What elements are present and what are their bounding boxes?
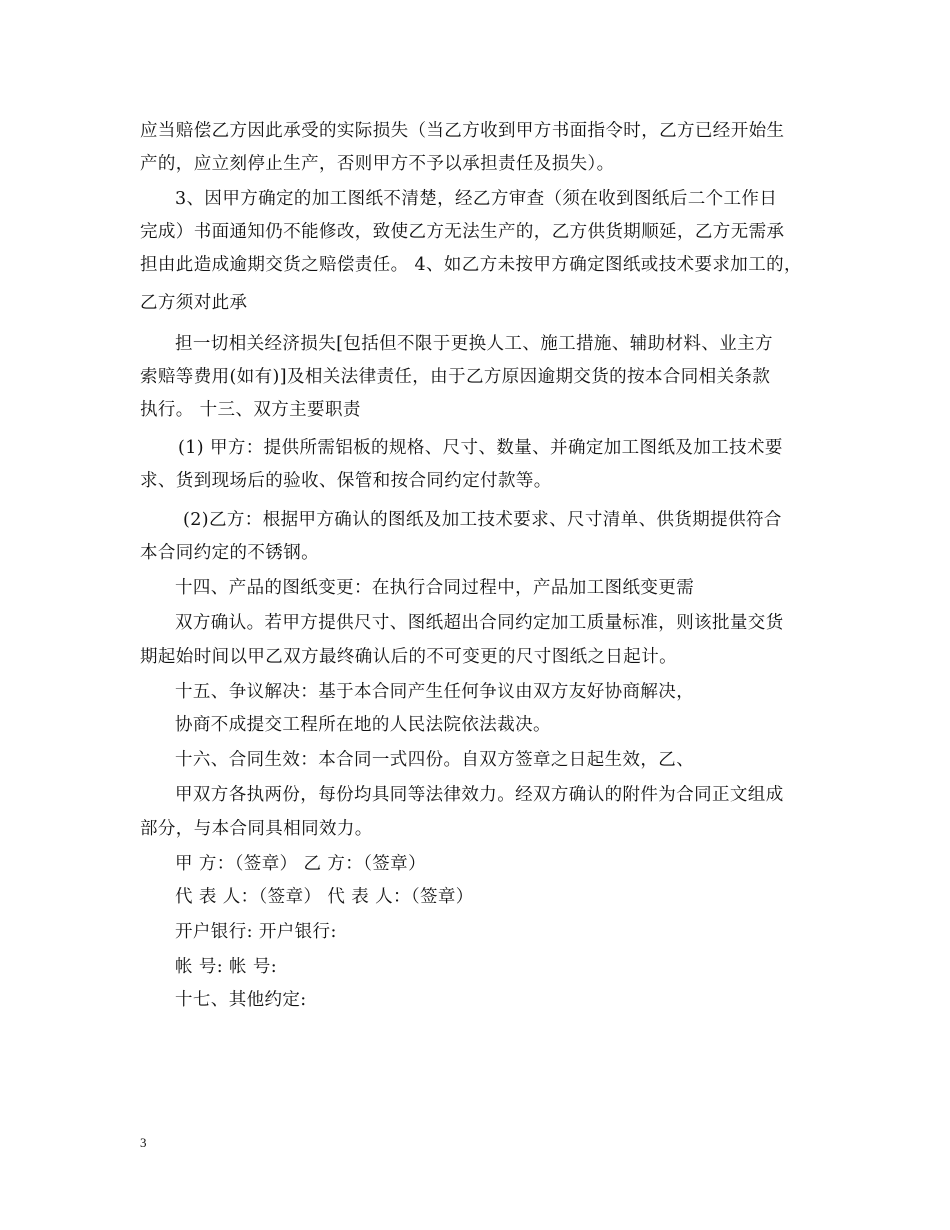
text-line: 乙方须对此承 (140, 293, 248, 313)
text-line: 协商不成提交工程所在地的人民法院依法裁决。 (175, 715, 551, 735)
text-line: 产的，应立刻停止生产，否则甲方不予以承担责任及损失）。 (140, 154, 615, 174)
text-line: 应当赔偿乙方因此承受的实际损失（当乙方收到甲方书面指令时，乙方已经开始生 (140, 121, 785, 141)
text-line: 十四、产品的图纸变更：在执行合同过程中，产品加工图纸变更需 (175, 578, 695, 598)
text-line: 十六、合同生效：本合同一式四份。自双方签章之日起生效，乙、 (175, 750, 695, 770)
text-line: (2)乙方：根据甲方确认的图纸及加工技术要求、尺寸清单、供货期提供符合 (183, 510, 782, 530)
text-line: 部分，与本合同具相同效力。 (140, 819, 373, 839)
text-line: 完成）书面通知仍不能修改，致使乙方无法生产的，乙方供货期顺延，乙方无需承 (140, 222, 785, 242)
signature-line-representative: 代 表 人：（签章） 代 表 人：（签章） (175, 887, 474, 907)
bank-line: 开户银行: 开户银行: (175, 922, 337, 942)
other-terms-heading: 十七、其他约定: (175, 990, 307, 1010)
text-line: 担由此造成逾期交货之赔偿责任。 4、如乙方未按甲方确定图纸或技术要求加工的， (140, 255, 802, 275)
text-line: 担一切相关经济损失[包括但不限于更换人工、施工措施、辅助材料、业主方 (175, 334, 773, 354)
text-line: 执行。 十三、双方主要职责 (140, 400, 361, 420)
text-line: 双方确认。若甲方提供尺寸、图纸超出合同约定加工质量标准，则该批量交货 (175, 613, 784, 633)
signature-line-party: 甲 方：（签章） 乙 方：（签章） (175, 854, 426, 874)
text-line: 十五、争议解决：基于本合同产生任何争议由双方友好协商解决， (175, 682, 695, 702)
text-line: 索赔等费用(如有)]及相关法律责任，由于乙方原因逾期交货的按本合同相关条款 (140, 367, 771, 387)
account-line: 帐 号: 帐 号: (175, 957, 278, 977)
text-line: (1) 甲方：提供所需铝板的规格、尺寸、数量、并确定加工图纸及加工技术要 (178, 438, 783, 458)
text-line: 3、因甲方确定的加工图纸不清楚，经乙方审查（须在收到图纸后二个工作日 (175, 189, 778, 209)
text-line: 甲双方各执两份，每份均具同等法律效力。经双方确认的附件为合同正文组成 (175, 785, 784, 805)
page-number: 3 (140, 1135, 147, 1150)
text-line: 本合同约定的不锈钢。 (140, 543, 319, 563)
text-line: 求、货到现场后的验收、保管和按合同约定付款等。 (140, 471, 552, 491)
text-line: 期起始时间以甲乙双方最终确认后的不可变更的尺寸图纸之日起计。 (140, 647, 677, 667)
